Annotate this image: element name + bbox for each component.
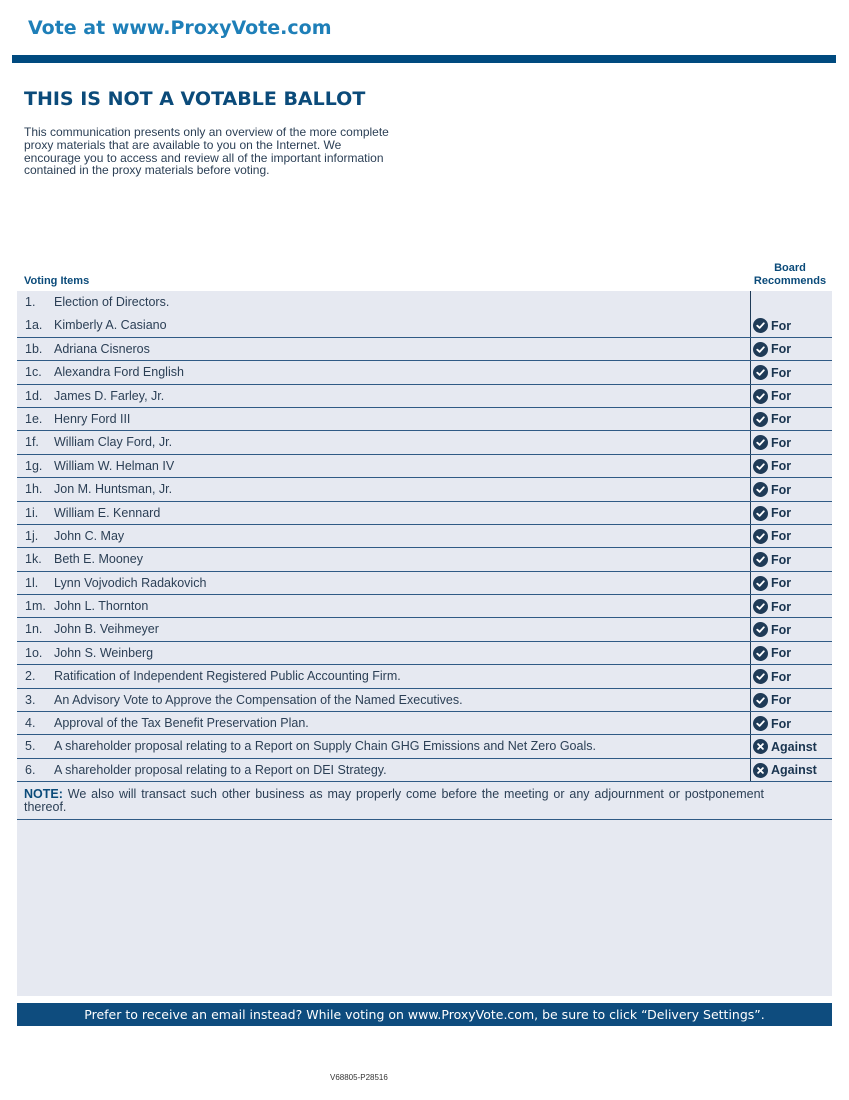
recommendation — [753, 669, 791, 684]
recommendation-label: For — [771, 576, 792, 591]
recommendation-label: For — [771, 389, 792, 404]
recommendation — [753, 389, 791, 404]
item-text: Ratification of Independent Registered Public Accounting Firm. — [54, 669, 401, 684]
recommendation-cell — [750, 735, 832, 757]
recommendation — [753, 412, 791, 427]
section-text: Election of Directors. — [54, 295, 170, 309]
check-circle-icon — [753, 716, 768, 731]
recommendation — [753, 365, 791, 380]
item-number: 1i. — [25, 505, 39, 520]
item-text: Beth E. Mooney — [54, 552, 143, 567]
check-circle-icon — [753, 459, 768, 474]
document-code: V68805-P28516 — [330, 1073, 388, 1082]
voting-items-table — [17, 291, 832, 782]
recommendation — [753, 552, 791, 567]
item-number: 1o. — [25, 645, 43, 660]
table-row — [17, 502, 832, 525]
table-row — [17, 548, 832, 571]
table-row — [17, 525, 832, 548]
recommendation — [753, 716, 791, 731]
check-circle-icon — [753, 342, 768, 357]
note-paragraph — [24, 788, 764, 814]
item-text: John C. May — [54, 528, 125, 543]
table-row — [17, 759, 832, 782]
check-circle-icon — [753, 669, 768, 684]
check-circle-icon — [753, 412, 768, 427]
item-number: 1j. — [25, 528, 39, 543]
vote-link[interactable]: Vote at www.ProxyVote.com — [28, 17, 332, 39]
recommendation — [753, 622, 791, 637]
section-row — [17, 291, 832, 314]
item-text: John L. Thornton — [54, 599, 149, 614]
recommendation-cell — [750, 314, 832, 336]
item-text: Lynn Vojvodich Radakovich — [54, 575, 207, 590]
board-recommends-line1: Board — [774, 262, 806, 274]
recommendation — [753, 342, 791, 357]
recommendation — [753, 739, 817, 754]
intro-paragraph: This communication presents only an overview of the more complete proxy materials that are available to you on the Internet. We encourage you to access and review all of the important information contained in the proxy materials before voting. — [24, 125, 389, 178]
item-text: John B. Veihmeyer — [54, 622, 159, 637]
recommendation-cell — [750, 478, 832, 500]
item-number: 2. — [25, 669, 36, 684]
item-text: Henry Ford III — [54, 411, 131, 426]
check-circle-icon — [753, 482, 768, 497]
recommendation-label: For — [771, 506, 792, 521]
recommendation-cell — [750, 502, 832, 524]
item-text: Adriana Cisneros — [54, 341, 150, 356]
check-circle-icon — [753, 622, 768, 637]
recommendation-cell — [750, 548, 832, 570]
check-circle-icon — [753, 646, 768, 661]
check-circle-icon — [753, 599, 768, 614]
recommendation — [753, 576, 791, 591]
check-circle-icon — [753, 435, 768, 450]
item-number: 1c. — [25, 365, 42, 380]
recommendation-cell — [750, 618, 832, 640]
recommendation — [753, 646, 791, 661]
recommendation-cell — [750, 338, 832, 360]
recommendation-cell — [750, 642, 832, 664]
table-row — [17, 361, 832, 384]
check-circle-icon — [753, 365, 768, 380]
table-row — [17, 618, 832, 641]
recommendation-label: For — [771, 342, 792, 357]
table-row — [17, 642, 832, 665]
note-text: We also will transact such other business as may properly come before the meeting or any adjournment or postponement thereof. — [24, 787, 764, 814]
item-number: 6. — [25, 762, 36, 777]
recommendation — [753, 459, 791, 474]
recommendation-cell — [750, 572, 832, 594]
email-delivery-banner: Prefer to receive an email instead? While voting on www.ProxyVote.com, be sure to click “Delivery Settings”. — [17, 1003, 832, 1026]
item-text: James D. Farley, Jr. — [54, 388, 165, 403]
recommendation-label: For — [771, 716, 792, 731]
item-text: William W. Helman IV — [54, 458, 175, 473]
check-circle-icon — [753, 552, 768, 567]
item-text: Approval of the Tax Benefit Preservation Plan. — [54, 716, 309, 731]
table-row — [17, 385, 832, 408]
recommendation-cell — [750, 525, 832, 547]
board-recommends-header — [748, 262, 832, 288]
item-number: 1n. — [25, 622, 43, 637]
recommendation-label: For — [771, 669, 792, 684]
item-number: 1k. — [25, 552, 42, 567]
recommendation-cell — [750, 361, 832, 383]
recommendation-label: For — [771, 552, 792, 567]
item-text: An Advisory Vote to Approve the Compensation of the Named Executives. — [54, 692, 463, 707]
recommendation-cell — [750, 385, 832, 407]
item-text: A shareholder proposal relating to a Report on Supply Chain GHG Emissions and Net Zero Goals. — [54, 739, 596, 754]
recommendation-label: For — [771, 693, 792, 708]
item-text: John S. Weinberg — [54, 645, 154, 660]
recommendation-label: For — [771, 459, 792, 474]
item-text: William E. Kennard — [54, 505, 161, 520]
recommendation-label: For — [771, 435, 792, 450]
item-number: 3. — [25, 692, 36, 707]
voting-items-header: Voting Items — [24, 275, 90, 287]
check-circle-icon — [753, 529, 768, 544]
item-number: 1f. — [25, 435, 39, 450]
recommendation-label: For — [771, 318, 792, 333]
x-circle-icon — [753, 763, 768, 778]
check-circle-icon — [753, 389, 768, 404]
check-circle-icon — [753, 506, 768, 521]
item-number: 1h. — [25, 482, 43, 497]
recommendation-cell — [750, 595, 832, 617]
recommendation — [753, 506, 791, 521]
item-number: 1m. — [25, 599, 46, 614]
recommendation-label: For — [771, 412, 792, 427]
table-row — [17, 314, 832, 337]
item-number: 1l. — [25, 575, 39, 590]
note-divider — [17, 819, 832, 820]
item-number: 5. — [25, 739, 36, 754]
recommendation-cell — [750, 455, 832, 477]
recommendation — [753, 763, 817, 778]
item-number: 1d. — [25, 388, 43, 403]
item-number: 1b. — [25, 341, 43, 356]
recommendation-label: Against — [771, 763, 817, 778]
recommendation-label: For — [771, 622, 792, 637]
recommendation — [753, 318, 791, 333]
table-row — [17, 735, 832, 758]
table-row — [17, 595, 832, 618]
recommendation-cell — [750, 712, 832, 734]
recommendation-label: For — [771, 599, 792, 614]
item-text: Jon M. Huntsman, Jr. — [54, 482, 173, 497]
recommendation — [753, 529, 791, 544]
recommendation-cell — [750, 291, 832, 314]
recommendation — [753, 693, 791, 708]
item-text: Kimberly A. Casiano — [54, 318, 167, 333]
recommendation-label: For — [771, 482, 792, 497]
item-number: 1e. — [25, 411, 43, 426]
table-row — [17, 455, 832, 478]
table-row — [17, 338, 832, 361]
note-label: NOTE: — [24, 787, 63, 801]
check-circle-icon — [753, 318, 768, 333]
item-text: William Clay Ford, Jr. — [54, 435, 173, 450]
table-row — [17, 431, 832, 454]
recommendation — [753, 435, 791, 450]
header-divider — [12, 55, 836, 63]
check-circle-icon — [753, 576, 768, 591]
table-row — [17, 712, 832, 735]
table-row — [17, 665, 832, 688]
recommendation-label: For — [771, 529, 792, 544]
recommendation-cell — [750, 431, 832, 453]
item-number: 1g. — [25, 458, 43, 473]
recommendation-cell — [750, 408, 832, 430]
recommendation — [753, 482, 791, 497]
item-text: Alexandra Ford English — [54, 365, 184, 380]
item-number: 1a. — [25, 318, 43, 333]
recommendation-cell — [750, 759, 832, 781]
recommendation — [753, 599, 791, 614]
board-recommends-line2: Recommends — [753, 275, 827, 287]
section-number: 1. — [25, 295, 36, 309]
table-row — [17, 408, 832, 431]
table-row — [17, 478, 832, 501]
recommendation-cell — [750, 665, 832, 687]
table-row — [17, 689, 832, 712]
recommendation-label: For — [771, 365, 792, 380]
item-text: A shareholder proposal relating to a Report on DEI Strategy. — [54, 762, 387, 777]
recommendation-label: For — [771, 646, 792, 661]
x-circle-icon — [753, 739, 768, 754]
check-circle-icon — [753, 693, 768, 708]
recommendation-label: Against — [771, 739, 817, 754]
item-number: 4. — [25, 716, 36, 731]
table-row — [17, 572, 832, 595]
page-title: THIS IS NOT A VOTABLE BALLOT — [24, 88, 366, 110]
recommendation-cell — [750, 689, 832, 711]
